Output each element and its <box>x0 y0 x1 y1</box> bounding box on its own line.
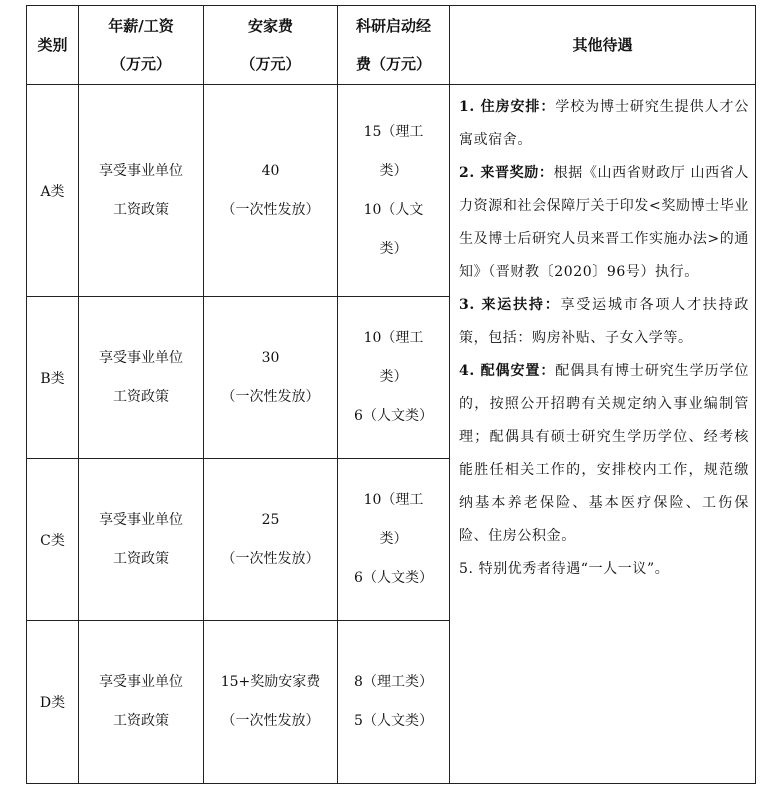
benefit-text: 享受运城市各项人才扶持政策，包括：购房补贴、子女入学等。 <box>459 297 749 346</box>
settlement-note: （一次性发放） <box>221 201 320 218</box>
header-settlement <box>204 6 338 85</box>
benefit-title: 2. 来晋奖励： <box>459 165 554 181</box>
research-fund-cell <box>338 85 450 297</box>
salary-cell <box>79 297 204 459</box>
settlement-amount: 30 <box>261 349 280 366</box>
fund-line: 类） <box>379 162 408 179</box>
research-fund-cell <box>338 297 450 459</box>
table-header <box>27 6 756 85</box>
salary-line1: 享受事业单位 <box>99 674 183 690</box>
research-fund-cell <box>338 621 450 784</box>
benefit-item-special <box>459 553 749 586</box>
category-cell: C类 <box>27 459 79 621</box>
settlement-cell <box>204 85 338 297</box>
fund-line: 10（理工 <box>363 330 424 346</box>
benefit-item-support <box>459 289 749 355</box>
benefit-item-reward <box>459 157 749 289</box>
settlement-amount: 15+奖励安家费 <box>220 674 321 690</box>
header-other-benefits <box>450 6 756 85</box>
category-cell: A类 <box>27 85 79 297</box>
benefit-item-spouse <box>459 355 749 553</box>
salary-line2: 工资政策 <box>113 550 169 567</box>
settlement-note: （一次性发放） <box>221 388 320 405</box>
fund-line: 15（理工 <box>363 123 424 140</box>
settlement-cell <box>204 459 338 621</box>
fund-line: 6（人文类） <box>354 408 433 424</box>
benefit-title: 1. 住房安排： <box>459 99 556 115</box>
benefit-text: 5. 特别优秀者待遇“一人一议”。 <box>459 561 670 577</box>
header-category-label: 类别 <box>37 36 68 54</box>
salary-cell <box>79 85 204 297</box>
header-salary-line1: 年薪/工资 <box>108 17 174 35</box>
other-benefits-cell <box>450 85 756 784</box>
table-row <box>27 85 756 297</box>
salary-line2: 工资政策 <box>113 388 169 405</box>
fund-line: 10（人文 <box>363 201 424 218</box>
header-settlement-line1: 安家费 <box>247 17 293 35</box>
header-other-label: 其他待遇 <box>572 36 633 54</box>
settlement-amount: 25 <box>261 511 280 528</box>
header-category <box>27 6 79 85</box>
fund-line: 5（人文类） <box>354 713 433 729</box>
fund-line: 8（理工类） <box>354 674 433 690</box>
category-cell: B类 <box>27 297 79 459</box>
fund-line: 类） <box>379 369 408 385</box>
research-fund-cell <box>338 459 450 621</box>
benefit-text: 学校为博士研究生提供人才公寓或宿舍。 <box>459 99 749 148</box>
salary-cell <box>79 459 204 621</box>
fund-line: 10（理工 <box>363 492 424 508</box>
benefit-text: 根据《山西省财政厅 山西省人力资源和社会保障厅关于印发<奖励博士毕业生及博士后研究人员来晋工作实施办法>的通知》（晋财教〔2020〕96号）执行。 <box>459 165 749 280</box>
salary-line1: 享受事业单位 <box>99 349 183 366</box>
benefit-title: 4. 配偶安置： <box>459 363 556 379</box>
benefit-text: 配偶具有博士研究生学历学位的，按照公开招聘有关规定纳入事业编制管理；配偶具有硕士研究生学历学位、经考核能胜任相关工作的，安排校内工作，规范缴纳基本养老保险、基本医疗保险、工伤保险、住房公积金。 <box>459 363 749 544</box>
header-salary-line2: （万元） <box>110 55 171 73</box>
header-fund-line1: 科研启动经 <box>355 17 431 35</box>
fund-line: 类） <box>379 531 408 547</box>
category-cell: D类 <box>27 621 79 784</box>
settlement-amount: 40 <box>261 162 280 179</box>
header-settlement-line2: （万元） <box>240 55 301 73</box>
header-research-fund <box>338 6 450 85</box>
salary-line2: 工资政策 <box>113 713 169 729</box>
settlement-note: （一次性发放） <box>221 713 320 729</box>
benefits-table <box>26 5 756 784</box>
header-fund-line2: 费（万元） <box>355 55 431 73</box>
salary-line1: 享受事业单位 <box>99 511 183 528</box>
fund-line: 6（人文类） <box>354 570 433 586</box>
benefit-title: 3. 来运扶持： <box>459 297 561 313</box>
salary-line1: 享受事业单位 <box>99 162 183 179</box>
header-salary <box>79 6 204 85</box>
settlement-cell <box>204 297 338 459</box>
salary-cell <box>79 621 204 784</box>
settlement-note: （一次性发放） <box>221 550 320 567</box>
benefit-item-housing <box>459 91 749 157</box>
fund-line: 类） <box>379 240 408 257</box>
salary-line2: 工资政策 <box>113 201 169 218</box>
settlement-cell <box>204 621 338 784</box>
